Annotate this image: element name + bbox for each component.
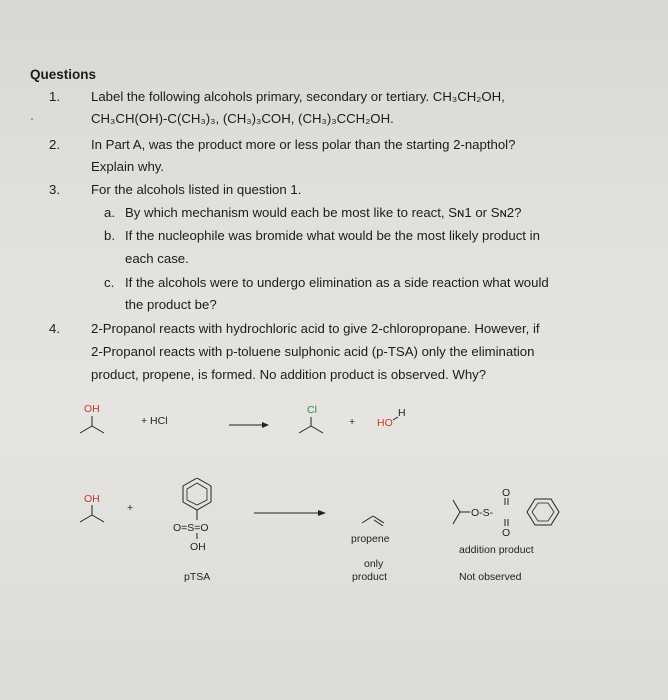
bond-line — [80, 426, 92, 433]
scheme2-oh-label: OH — [84, 493, 100, 505]
question-4-line-1: 2-Propanol reacts with hydrochloric acid to give 2-chloropropane. However, if — [91, 321, 540, 336]
bond-line — [299, 426, 311, 433]
scheme2-only-label: only — [364, 558, 384, 570]
scheme2-addition-o-bottom: O — [502, 527, 511, 539]
question-3c-line-1: If the alcohols were to undergo elimination as a side reaction what would — [125, 275, 549, 290]
scheme1-plus: + — [349, 416, 356, 428]
reaction-scheme-1 — [0, 395, 668, 455]
bond-line — [374, 520, 383, 526]
bond-line — [362, 516, 373, 523]
reaction-scheme-2 — [0, 478, 668, 588]
bond-line — [80, 515, 92, 522]
bond-line — [92, 426, 104, 433]
question-2-number: 2. — [49, 137, 60, 152]
scheme2-ptsa-label: pTSA — [184, 571, 211, 583]
question-3-number: 3. — [49, 182, 60, 197]
question-3b-line-1: If the nucleophile was bromide what would be the most likely product in — [125, 228, 540, 243]
benzene-inner-ring — [532, 503, 554, 521]
question-4-line-3: product, propene, is formed. No addition product is observed. Why? — [91, 367, 487, 382]
scheme2-sulfonyl-label: O=S=O — [173, 522, 209, 534]
bond-line — [373, 516, 384, 523]
scheme1-hcl-label: + HCl — [141, 415, 168, 427]
benzene-inner-ring — [187, 483, 207, 505]
question-3-line-1: For the alcohols listed in question 1. — [91, 182, 302, 197]
scheme2-not-observed-label: Not observed — [459, 571, 522, 583]
bond-line — [92, 515, 104, 522]
scheme1-oh-label: OH — [84, 403, 100, 415]
scheme2-addition-o-top: O — [502, 487, 511, 499]
bond-line — [453, 512, 460, 524]
bond-line — [311, 426, 323, 433]
scheme2-sulfonyl-oh-label: OH — [190, 541, 206, 553]
question-3a-label: a. — [104, 205, 115, 220]
scheme2-addition-link: O-S- — [471, 507, 494, 519]
question-3a-text: By which mechanism would each be most like to react, Sɴ1 or Sɴ2? — [125, 205, 522, 220]
arrow-head — [318, 510, 326, 516]
question-3b-label: b. — [104, 228, 115, 243]
question-2-line-2: Explain why. — [91, 159, 165, 174]
question-4-line-2: 2-Propanol reacts with p-toluene sulphonic acid (p-TSA) only the elimination — [91, 344, 535, 359]
scheme2-plus: + — [127, 502, 134, 514]
question-1-line-2: CH₃CH(OH)-C(CH₃)₃, (CH₃)₃COH, (CH₃)₃CCH₂OH. — [91, 111, 394, 126]
question-3c-line-2: the product be? — [125, 297, 217, 312]
scheme1-cl-label: Cl — [307, 404, 317, 416]
bond-line — [453, 500, 460, 512]
scheme2-propene-label: propene — [351, 533, 390, 545]
arrow-head — [262, 422, 269, 428]
scheme2-product-label: product — [352, 571, 388, 583]
stray-dot — [31, 118, 33, 120]
question-3b-line-2: each case. — [125, 251, 189, 266]
scheme1-ho-label: HO — [377, 417, 393, 429]
question-1-line-1: Label the following alcohols primary, secondary or tertiary. CH₃CH₂OH, — [91, 89, 505, 104]
question-2-line-1: In Part A, was the product more or less polar than the starting 2-napthol? — [91, 137, 516, 152]
page-title: Questions — [30, 67, 97, 82]
question-1-number: 1. — [49, 89, 60, 104]
scheme1-h-label: H — [398, 407, 406, 419]
scheme2-addition-product-label: addition product — [459, 544, 534, 556]
question-4-number: 4. — [49, 321, 60, 336]
question-3c-label: c. — [104, 275, 115, 290]
